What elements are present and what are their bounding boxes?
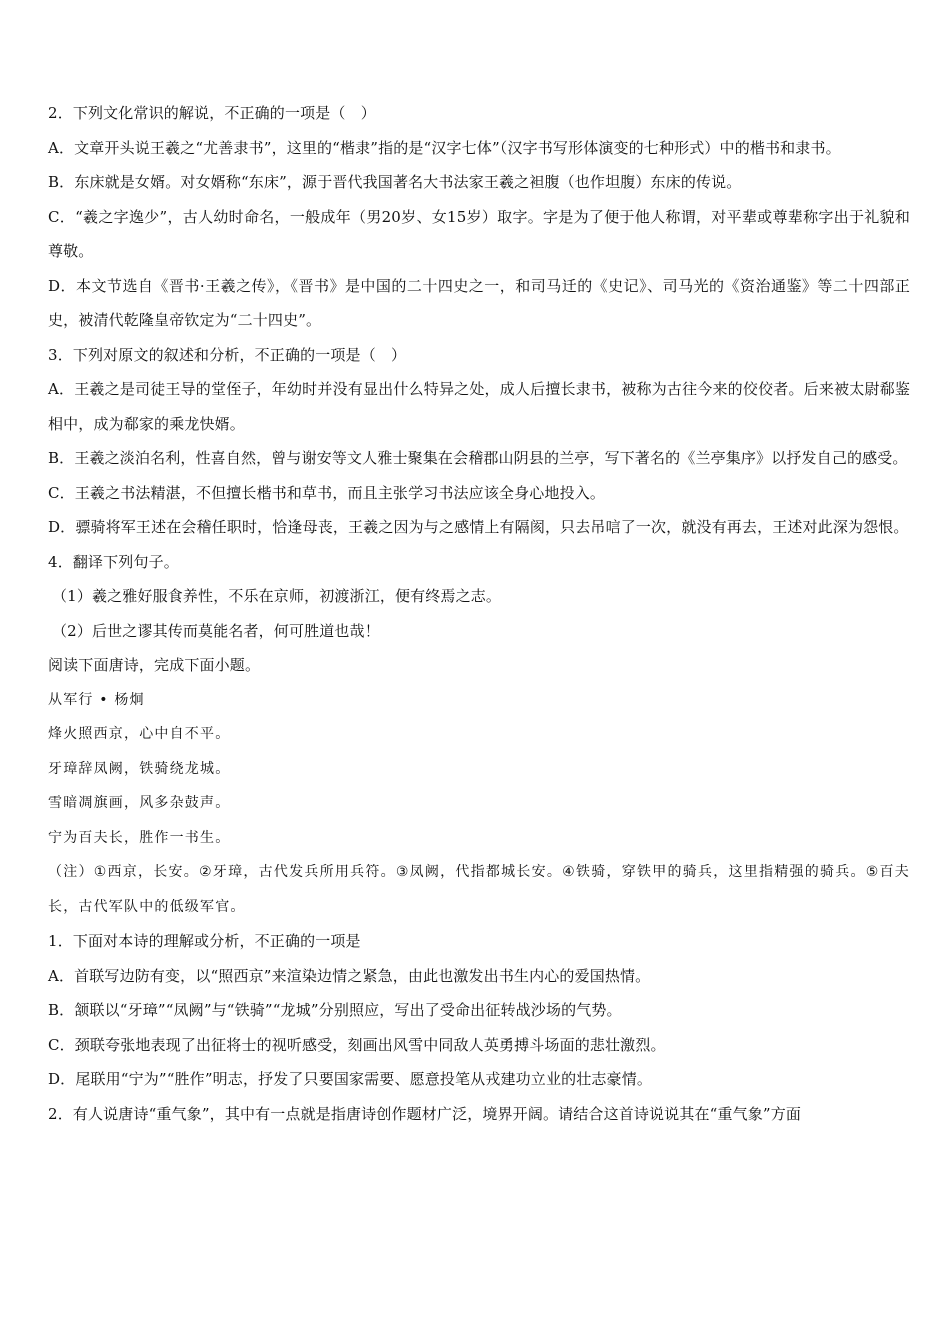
sub-question-1-option-d: D．尾联用“宁为”“胜作”明志，抒发了只要国家需要、愿意投笔从戎建功立业的壮志豪情。 [48, 1070, 653, 1088]
poem-note: （注）①西京，长安。②牙璋，古代发兵所用兵符。③凤阙，代指都城长安。④铁骑，穿铁甲的骑兵，这里指精强的骑兵。⑤百夫长，古代军队中的低级军官。 [48, 864, 910, 915]
sub-question-1-option-a: A．首联写边防有变，以“照西京”来渲染边情之紧急，由此也激发出书生内心的爱国热情。 [48, 966, 651, 985]
question-4-stem: 4．翻译下列句子。 [48, 552, 179, 571]
question-3-stem: 3．下列对原文的叙述和分析，不正确的一项是（ ） [48, 345, 407, 364]
poem-line: 牙璋辞凤阙，铁骑绕龙城。 [48, 760, 231, 777]
sub-question-1-stem: 1．下面对本诗的理解或分析，不正确的一项是 [48, 932, 361, 950]
poem-line: 雪暗凋旗画，风多杂鼓声。 [48, 795, 231, 811]
reading-intro: 阅读下面唐诗，完成下面小题。 [48, 656, 261, 674]
question-4-item-2: （2）后世之谬其传而莫能名者，何可胜道也哉！ [52, 621, 380, 640]
question-3-option-d: D．骠骑将军王述在会稽任职时，恰逢母丧，王羲之因为与之感情上有隔阂，只去吊唁了一次，就没有再去，王述对此深为怨恨。 [48, 518, 909, 536]
question-2-option-c: C．“羲之字逸少”，古人幼时命名，一般成年（男20岁、女15岁）取字。字是为了便于他人称谓，对平辈或尊辈称字出于礼貌和尊敬。 [48, 207, 910, 260]
poem-line: 宁为百夫长，胜作一书生。 [48, 829, 231, 846]
document-page [48, 96, 910, 1131]
question-4-item-1: （1）羲之雅好服食养性，不乐在京师，初渡浙江，便有终焉之志。 [52, 587, 502, 605]
poem-title: 从军行 • 杨炯 [48, 691, 145, 708]
question-2-option-b: B．东床就是女婿。对女婿称“东床”，源于晋代我国著名大书法家王羲之袒腹（也作坦腹）东床的传说。 [48, 173, 742, 191]
question-3-option-c: C．王羲之书法精湛，不但擅长楷书和草书，而且主张学习书法应该全身心地投入。 [48, 483, 606, 502]
sub-question-1-option-c: C．颈联夸张地表现了出征将士的视听感受，刻画出风雪中同敌人英勇搏斗场面的悲壮激烈。 [48, 1035, 666, 1054]
sub-question-2-stem: 2．有人说唐诗“重气象”，其中有一点就是指唐诗创作题材广泛，境界开阔。请结合这首诗说说其在“重气象”方面 [48, 1104, 802, 1123]
question-2-option-d: D．本文节选自《晋书·王羲之传》，《晋书》是中国的二十四史之一，和司马迁的《史记》、司马光的《资治通鉴》等二十四部正史，被清代乾隆皇帝钦定为“二十四史”。 [48, 276, 910, 329]
question-2-stem: 2．下列文化常识的解说，不正确的一项是（ ） [48, 104, 376, 122]
poem-line: 烽火照西京，心中自不平。 [48, 726, 231, 742]
question-2-option-a: A．文章开头说王羲之“尤善隶书”，这里的“楷隶”指的是“汉字七体”（汉字书写形体演变的七种形式）中的楷书和隶书。 [48, 138, 841, 157]
sub-question-1-option-b: B．颔联以“牙璋”“凤阙”与“铁骑”“龙城”分别照应，写出了受命出征转战沙场的气势。 [48, 1001, 622, 1019]
question-3-option-a: A．王羲之是司徒王导的堂侄子，年幼时并没有显出什么特异之处，成人后擅长隶书，被称为古往今来的佼佼者。后来被太尉郗鉴相中，成为郗家的乘龙快婿。 [48, 380, 910, 433]
question-3-option-b: B．王羲之淡泊名利，性喜自然，曾与谢安等文人雅士聚集在会稽郡山阴县的兰亭，写下著名的《兰亭集序》以抒发自己的感受。 [48, 449, 908, 467]
